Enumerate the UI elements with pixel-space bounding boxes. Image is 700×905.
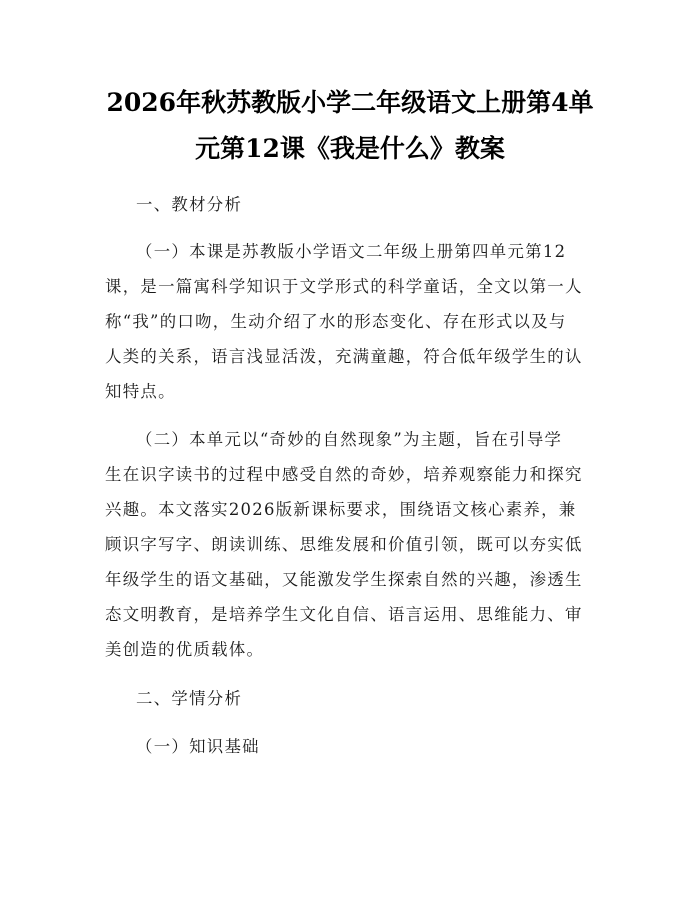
subheading-knowledge-foundation: （一）知识基础: [136, 737, 260, 756]
paragraph-2-line-5: 年级学生的语文基础，又能激发学生探索自然的兴趣，渗透生: [105, 570, 583, 589]
section-heading-learner-analysis: 二、学情分析: [136, 689, 243, 708]
paragraph-2-line-7: 美创造的优质载体。: [105, 640, 265, 659]
section-heading-teaching-material-analysis: 一、教材分析: [136, 195, 243, 214]
paragraph-2-line-3: 兴趣。本文落实2026版新课标要求，围绕语文核心素养，兼: [105, 500, 577, 519]
paragraph-1-line-4: 人类的关系，语言浅显活泼，充满童趣，符合低年级学生的认: [105, 347, 583, 366]
document-title-line-1: 2026年秋苏教版小学二年级语文上册第4单: [106, 88, 594, 117]
paragraph-1-line-5: 知特点。: [105, 382, 176, 401]
document-title-line-2: 元第12课《我是什么》教案: [195, 134, 505, 163]
paragraph-1-line-1: （一）本课是苏教版小学语文二年级上册第四单元第12: [136, 242, 567, 261]
paragraph-2-line-1: （二）本单元以“奇妙的自然现象”为主题，旨在引导学: [136, 430, 563, 449]
paragraph-2-line-2: 生在识字读书的过程中感受自然的奇妙，培养观察能力和探究: [105, 465, 583, 484]
paragraph-1-line-2: 课，是一篇寓科学知识于文学形式的科学童话，全文以第一人: [105, 277, 583, 296]
paragraph-1-line-3: 称“我”的口吻，生动介绍了水的形态变化、存在形式以及与: [105, 312, 567, 331]
paragraph-2-line-4: 顾识字写字、朗读训练、思维发展和价值引领，既可以夯实低: [105, 535, 583, 554]
paragraph-2-line-6: 态文明教育，是培养学生文化自信、语言运用、思维能力、审: [105, 605, 583, 624]
